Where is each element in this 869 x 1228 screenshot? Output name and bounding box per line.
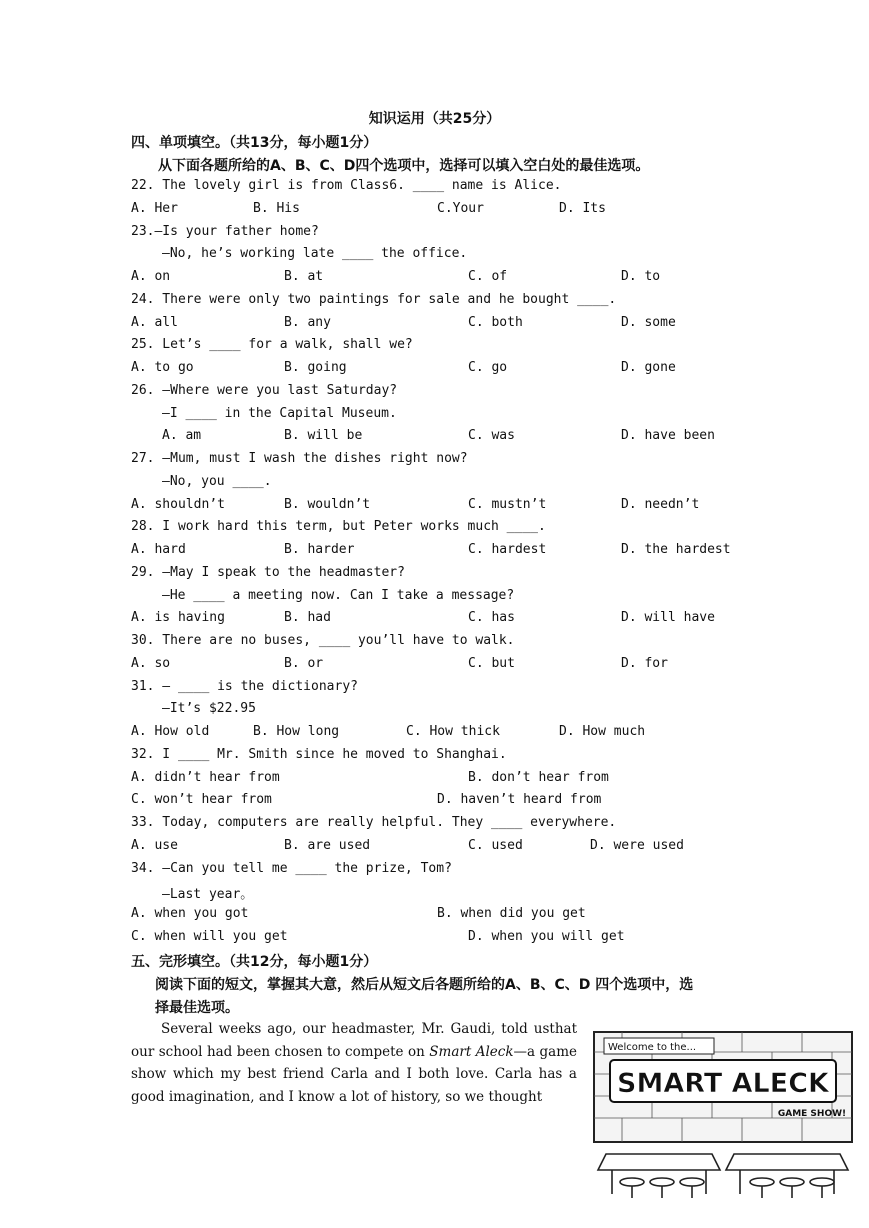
question-25-stem: 25. Let’s ____ for a walk, shall we? [131,337,413,352]
q32-option-c: C. won’t hear from [131,792,272,807]
section-5-instruction-2: 择最佳选项。 [155,1000,239,1016]
q23-option-b: B. at [284,269,324,284]
question-32-stem: 32. I ____ Mr. Smith since he moved to Shanghai. [131,747,507,762]
q31-option-a: A. How old [131,724,210,739]
q26-option-d: D. have been [621,428,715,443]
q34-option-d: D. when you will get [468,929,625,944]
q24-option-d: D. some [621,315,676,330]
q29-option-a: A. is having [131,610,225,625]
q25-option-b: B. going [284,360,347,375]
question-30-stem: 30. There are no buses, ____ you’ll have to walk. [131,633,515,648]
question-29-stem-2: —He ____ a meeting now. Can I take a message? [162,588,515,603]
question-31-stem: 31. — ____ is the dictionary? [131,679,358,694]
q27-option-d: D. needn’t [621,497,700,512]
section-title: 知识运用（共25分） [368,111,501,127]
passage-part-2: —a game show which my best friend Carla and I both love. Carla has a good imagination, and I know a lot of history, so we thought [131,1043,577,1105]
section-5-instruction-1: 阅读下面的短文，掌握其大意，然后从短文后各题所给的A、B、C、D 四个选项中，选 [155,977,694,993]
q30-option-a: A. so [131,656,171,671]
q33-option-d: D. were used [590,838,684,853]
q26-option-b: B. will be [284,428,363,443]
section-4-instruction: 从下面各题所给的A、B、C、D四个选项中，选择可以填入空白处的最佳选项。 [158,158,650,174]
q29-option-c: C. has [468,610,515,625]
passage-part-1: Several weeks ago, our headmaster, Mr. Gaudi, told usthat our school had been chosen to compete on [131,1021,577,1060]
q27-option-b: B. wouldn’t [284,497,371,512]
q22-option-b: B. His [253,201,300,216]
q27-option-c: C. mustn’t [468,497,547,512]
q30-option-d: D. for [621,656,668,671]
question-34-stem: 34. —Can you tell me ____ the prize, Tom? [131,861,452,876]
q22-option-c: C.Your [437,201,484,216]
q26-option-c: C. was [468,428,515,443]
q34-option-a: A. when you got [131,906,249,921]
question-28-stem: 28. I work hard this term, but Peter works much ____. [131,519,546,534]
q25-option-a: A. to go [131,360,194,375]
question-31-stem-2: —It’s $22.95 [162,701,256,716]
q33-option-b: B. are used [284,838,371,853]
question-26-stem-2: —I ____ in the Capital Museum. [162,406,397,421]
q23-option-a: A. on [131,269,171,284]
smart-aleck-logo-text: SMART ALECK [617,1068,829,1099]
q34-option-c: C. when will you get [131,929,288,944]
q33-option-a: A. use [131,838,178,853]
q28-option-a: A. hard [131,542,186,557]
q30-option-c: C. but [468,656,515,671]
q30-option-b: B. or [284,656,324,671]
q25-option-c: C. go [468,360,508,375]
q22-option-a: A. Her [131,201,178,216]
q28-option-b: B. harder [284,542,355,557]
question-33-stem: 33. Today, computers are really helpful. They ____ everywhere. [131,815,617,830]
q27-option-a: A. shouldn’t [131,497,225,512]
q22-option-d: D. Its [559,201,606,216]
q31-option-c: C. How thick [406,724,500,739]
q25-option-d: D. gone [621,360,676,375]
question-23-stem: 23.—Is your father home? [131,224,319,239]
q31-option-b: B. How long [253,724,340,739]
q24-option-c: C. both [468,315,523,330]
q32-option-d: D. haven’t heard from [437,792,602,807]
question-23-stem-2: —No, he’s working late ____ the office. [162,246,468,261]
welcome-text: Welcome to the... [608,1042,697,1053]
q34-option-b: B. when did you get [437,906,586,921]
smart-aleck-illustration [592,1030,854,1200]
q24-option-b: B. any [284,315,331,330]
game-show-text: GAME SHOW! [777,1109,847,1119]
tables-icon [598,1154,848,1198]
question-27-stem-2: —No, you ____. [162,474,272,489]
question-27-stem: 27. —Mum, must I wash the dishes right now? [131,451,468,466]
q32-option-b: B. don’t hear from [468,770,609,785]
question-26-stem: 26. —Where were you last Saturday? [131,383,398,398]
section-5-heading: 五、完形填空。（共12分，每小题1分） [131,954,378,970]
q26-option-a: A. am [162,428,202,443]
show-title: Smart Aleck [429,1043,514,1060]
question-22-stem: 22. The lovely girl is from Class6. ____ name is Alice. [131,178,562,193]
q29-option-b: B. had [284,610,331,625]
section-4-heading: 四、单项填空。（共13分，每小题1分） [131,135,378,151]
q23-option-d: D. to [621,269,661,284]
q31-option-d: D. How much [559,724,646,739]
question-34-stem-2: —Last year。 [162,887,254,902]
q28-option-c: C. hardest [468,542,547,557]
q28-option-d: D. the hardest [621,542,731,557]
question-24-stem: 24. There were only two paintings for sale and he bought ____. [131,292,617,307]
cloze-passage [131,1018,577,1108]
q24-option-a: A. all [131,315,178,330]
q23-option-c: C. of [468,269,508,284]
q32-option-a: A. didn’t hear from [131,770,280,785]
q29-option-d: D. will have [621,610,715,625]
q33-option-c: C. used [468,838,523,853]
question-29-stem: 29. —May I speak to the headmaster? [131,565,405,580]
